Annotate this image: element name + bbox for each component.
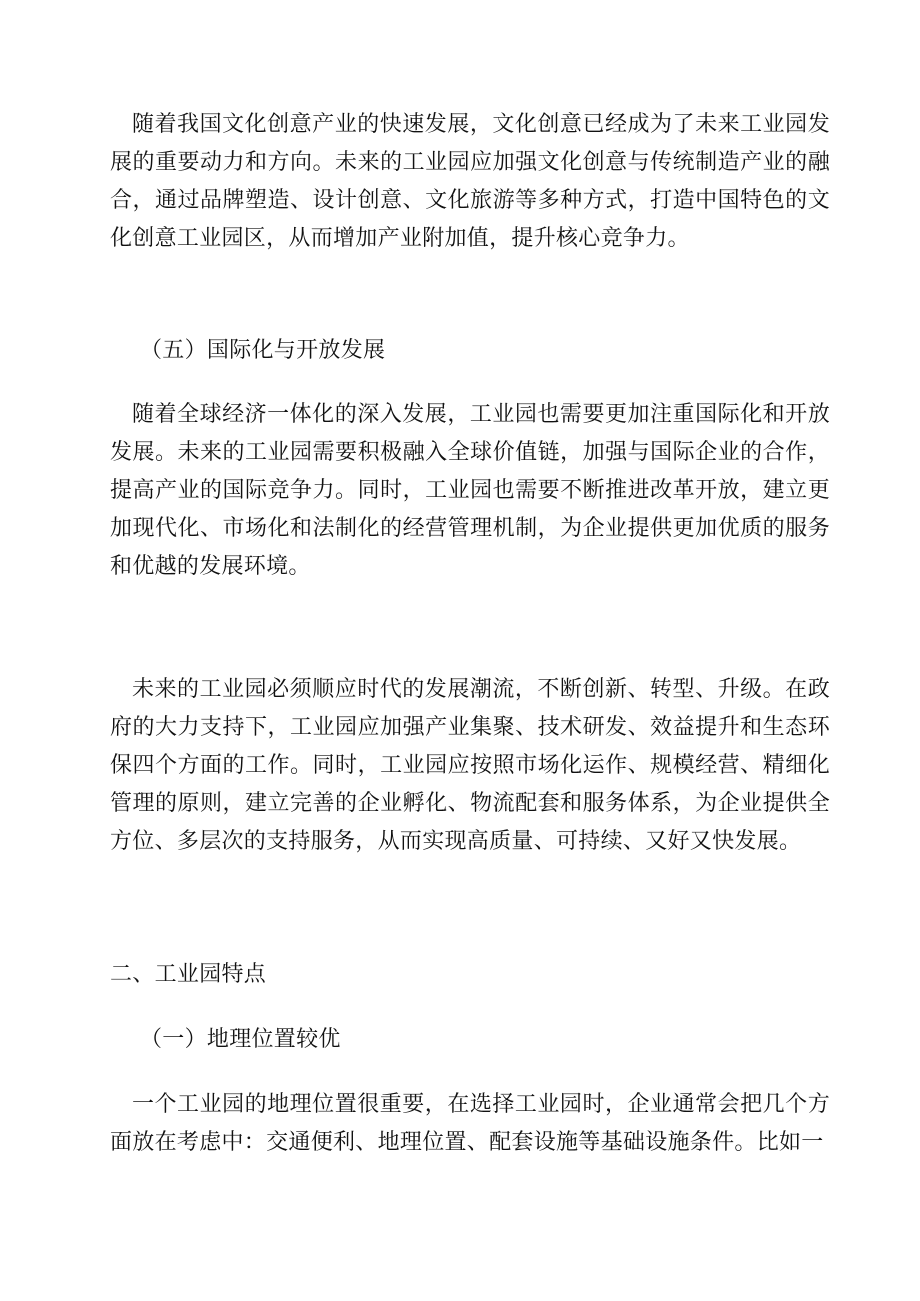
paragraph-future-industrial-park: 未来的工业园必须顺应时代的发展潮流，不断创新、转型、升级。在政府的大力支持下，工业园应加强产业集聚、技术研发、效益提升和生态环保四个方面的工作。同时，工业园应按照市场化运作、规模经营、精细化管理的原则，建立完善的企业孵化、物流配套和服务体系，为企业提供全方位、多层次的支持服务，从而实现高质量、可持续、又好又快发展。 <box>110 677 830 854</box>
heading-geographic-location: （一）地理位置较优 <box>140 1027 341 1052</box>
paragraph-location-importance: 一个工业园的地理位置很重要，在选择工业园时，企业通常会把几个方面放在考虑中：交通便利、地理位置、配套设施等基础设施条件。比如一 <box>110 1092 830 1155</box>
heading-park-features: 二、工业园特点 <box>110 962 267 987</box>
heading-internationalization: （五）国际化与开放发展 <box>140 338 386 363</box>
paragraph-cultural-creative: 随着我国文化创意产业的快速发展，文化创意已经成为了未来工业园发展的重要动力和方向。未来的工业园应加强文化创意与传统制造产业的融合，通过品牌塑造、设计创意、文化旅游等多种方式，打造中国特色的文化创意工业园区，从而增加产业附加值，提升核心竞争力。 <box>110 112 830 251</box>
paragraph-international-development: 随着全球经济一体化的深入发展，工业园也需要更加注重国际化和开放发展。未来的工业园需要积极融入全球价值链，加强与国际企业的合作，提高产业的国际竞争力。同时，工业园也需要不断推进改革开放，建立更加现代化、市场化和法制化的经营管理机制，为企业提供更加优质的服务和优越的发展环境。 <box>110 402 830 579</box>
